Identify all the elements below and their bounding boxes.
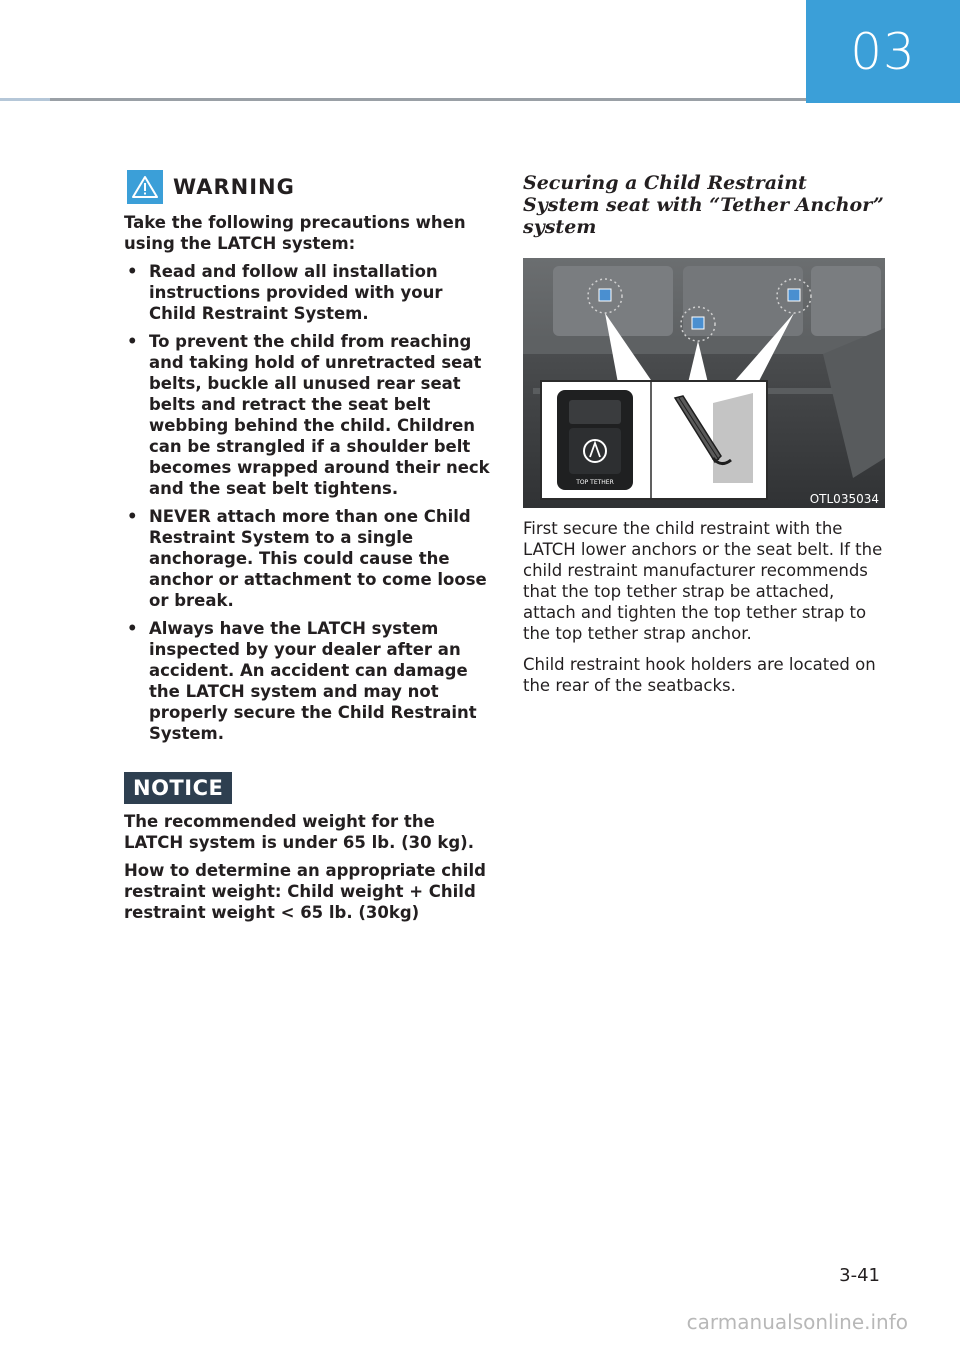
header-rule-accent (0, 98, 50, 101)
warning-item-text: Always have the LATCH system inspected by your dealer after an accident. An accident can damage the LATCH system and may not properly secure the Child Restraint System. (149, 619, 477, 743)
section-paragraph: Child restraint hook holders are located on the rear of the seatbacks. (523, 655, 876, 695)
warning-list (124, 261, 490, 744)
notice-paragraph: How to determine an appropriate child restraint weight: Child weight + Child restraint weight < 65 lb. (30kg) (124, 861, 486, 922)
right-column (523, 172, 887, 696)
page-number: 3-41 (839, 1265, 880, 1286)
warning-item (124, 331, 490, 499)
notice-paragraph: The recommended weight for the LATCH system is under 65 lb. (30 kg). (124, 812, 474, 852)
warning-item-text: To prevent the child from reaching and taking hold of unretracted seat belts, buckle all unused rear seat belts and retract the seat belt webbing behind the child. Children can be strangled if a shoulder belt becomes wrapped around their neck and the seat belt tightens. (149, 332, 490, 498)
chapter-tab: 03 (806, 0, 960, 103)
bullet: • (127, 507, 138, 526)
left-column (124, 170, 490, 923)
tether-anchor-figure (523, 258, 885, 508)
bullet: • (127, 332, 138, 351)
bullet: • (127, 619, 138, 638)
tether-anchor-illustration (523, 258, 885, 508)
warning-item-text: NEVER attach more than one Child Restraint System to a single anchorage. This could cause the anchor or attachment to come loose or break. (149, 507, 487, 610)
notice-badge: NOTICE (124, 772, 232, 804)
section-title: Securing a Child Restraint System seat with “Tether Anchor” system (523, 172, 884, 238)
warning-header (127, 170, 490, 204)
header-rule (0, 98, 806, 101)
bullet: • (127, 262, 138, 281)
warning-item (124, 618, 490, 744)
warning-item (124, 506, 490, 611)
figure-code: OTL035034 (809, 492, 879, 506)
section-paragraph: First secure the child restraint with the LATCH lower anchors or the seat belt. If the child restraint manufacturer recommends that the top tether strap be attached, attach and tighten the top tether strap to the top tether strap anchor. (523, 519, 883, 643)
warning-triangle-icon (127, 170, 163, 204)
warning-intro: Take the following precautions when using the LATCH system: (124, 213, 466, 253)
warning-item-text: Read and follow all installation instructions provided with your Child Restraint System. (149, 262, 443, 323)
warning-title: WARNING (173, 175, 295, 199)
warning-item (124, 261, 490, 324)
watermark: carmanualsonline.info (686, 1310, 908, 1334)
top-tether-label: TOP TETHER (576, 479, 614, 486)
